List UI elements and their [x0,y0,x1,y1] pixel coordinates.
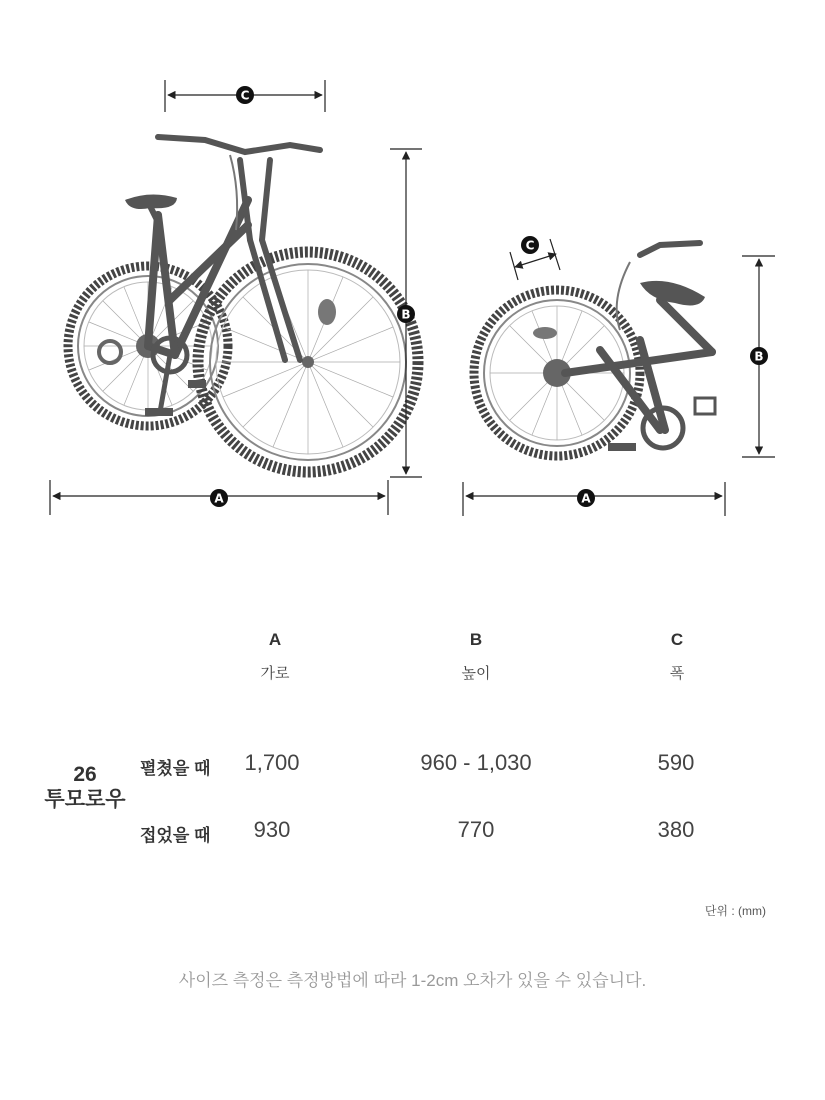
marker-a-folded [577,489,595,507]
column-name-c: 폭 [669,665,685,682]
svg-text:B: B [401,307,411,322]
value-unfolded-c: 590 [657,750,695,775]
model-name: 투모로우 [44,788,126,811]
column-letter-c: C [670,630,684,649]
marker-b-folded [750,347,768,365]
value-unfolded-a: 1,700 [244,750,300,775]
model-size: 26 [73,763,97,786]
column-letter-a: A [268,630,282,649]
value-folded-a: 930 [253,817,291,842]
marker-c-unfolded [236,86,254,104]
value-unfolded-b: 960 - 1,030 [420,750,532,775]
marker-c-folded [521,236,539,254]
svg-text:A: A [581,491,591,506]
svg-text:C: C [525,238,535,253]
value-folded-b: 770 [457,817,495,842]
folded-bicycle-illustration [474,243,715,456]
value-folded-c: 380 [657,817,695,842]
row-label-unfolded: 펼쳤을 때 [140,759,211,778]
svg-text:B: B [754,349,764,364]
column-letter-b: B [469,630,483,649]
svg-text:A: A [214,491,224,506]
measurement-note: 사이즈 측정은 측정방법에 따라 1-2cm 오차가 있을 수 있습니다. [178,971,647,990]
marker-a-unfolded [210,489,228,507]
column-name-a: 가로 [260,665,290,682]
unit-label: 단위 : (mm) [704,904,766,918]
svg-text:C: C [240,88,250,103]
marker-b-unfolded [397,305,415,323]
unfolded-bicycle-illustration [68,137,418,472]
column-name-b: 높이 [461,665,491,682]
row-label-folded: 접었을 때 [140,826,211,845]
